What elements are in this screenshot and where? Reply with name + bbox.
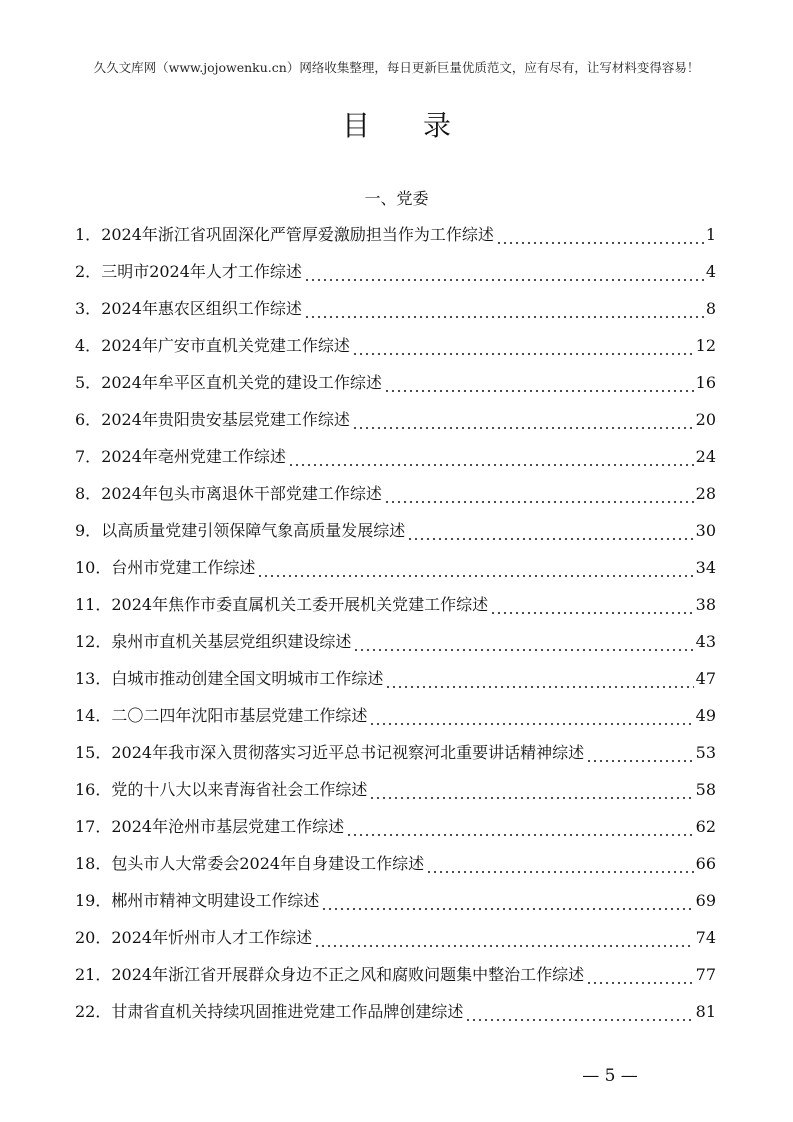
toc-entry-page: 28	[695, 484, 716, 503]
toc-entry-page: 30	[695, 521, 716, 540]
toc-entry[interactable]	[75, 295, 716, 332]
toc-entry[interactable]	[75, 369, 716, 406]
toc-entry-page: 24	[695, 447, 716, 466]
toc-entry-title: 2024年广安市直机关党建工作综述	[101, 336, 350, 355]
toc-entry[interactable]	[75, 258, 716, 295]
toc-entry-number: 10．	[75, 558, 112, 577]
toc-entry[interactable]	[75, 332, 716, 369]
toc-dot-leader	[314, 945, 694, 947]
toc-entry-page: 8	[705, 299, 716, 318]
toc-entry-page: 1	[705, 225, 716, 244]
toc-entry-number: 1．	[75, 225, 102, 244]
toc-entry-number: 8．	[75, 484, 102, 503]
toc-entry-title: 以高质量党建引领保障气象高质量发展综述	[101, 521, 406, 540]
toc-entry-number: 18．	[75, 854, 112, 873]
toc-entry-title: 2024年我市深入贯彻落实习近平总书记视察河北重要讲话精神综述	[111, 743, 585, 762]
toc-dot-leader	[384, 390, 694, 392]
toc-entry-number: 19．	[75, 891, 112, 910]
toc-dot-leader	[426, 871, 694, 873]
toc-entry-title: 2024年惠农区组织工作综述	[101, 299, 302, 318]
toc-entry-number: 6．	[75, 410, 102, 429]
toc-entry-title: 2024年包头市离退休干部党建工作综述	[101, 484, 382, 503]
toc-entry-title: 泉州市直机关基层党组织建设综述	[111, 632, 352, 651]
toc-entry-page: 74	[695, 928, 716, 947]
toc-entry-page: 49	[695, 706, 716, 725]
toc-entry-number: 15．	[75, 743, 112, 762]
toc-entry[interactable]	[75, 739, 716, 776]
toc-entry-title: 台州市党建工作综述	[111, 558, 256, 577]
toc-entry[interactable]	[75, 443, 716, 480]
toc-entry-number: 17．	[75, 817, 112, 836]
toc-entry[interactable]	[75, 480, 716, 517]
toc-entry-title: 党的十八大以来青海省社会工作综述	[111, 780, 368, 799]
toc-dot-leader	[346, 834, 694, 836]
toc-dot-leader	[490, 612, 694, 614]
toc-entry-title: 包头市人大常委会2024年自身建设工作综述	[111, 854, 425, 873]
toc-entry-page: 43	[695, 632, 716, 651]
toc-entry-page: 38	[695, 595, 716, 614]
toc-entry-title: 2024年贵阳贵安基层党建工作综述	[101, 410, 350, 429]
section-heading: 一、党委	[364, 189, 429, 208]
toc-entry-number: 16．	[75, 780, 112, 799]
page-title: 目 录	[342, 109, 473, 142]
toc-entry-title: 2024年焦作市委直属机关工委开展机关党建工作综述	[111, 595, 489, 614]
toc-dot-leader	[352, 427, 694, 429]
toc-entry-page: 66	[695, 854, 716, 873]
toc-entry-page: 20	[695, 410, 716, 429]
toc-entry[interactable]	[75, 887, 716, 924]
toc-entry[interactable]	[75, 998, 716, 1035]
toc-entry-page: 12	[695, 336, 716, 355]
toc-entry-page: 16	[695, 373, 716, 392]
toc-entry-title: 2024年牟平区直机关党的建设工作综述	[101, 373, 382, 392]
toc-dot-leader	[407, 538, 693, 540]
toc-entry-page: 4	[705, 262, 716, 281]
toc-entry-page: 81	[695, 1002, 716, 1021]
table-of-contents	[75, 221, 716, 1035]
toc-entry[interactable]	[75, 517, 716, 554]
toc-entry-number: 7．	[75, 447, 102, 466]
toc-entry[interactable]	[75, 813, 716, 850]
toc-entry-number: 14．	[75, 706, 112, 725]
toc-dot-leader	[369, 797, 693, 799]
toc-dot-leader	[257, 575, 693, 577]
toc-entry-page: 53	[695, 743, 716, 762]
toc-dot-leader	[304, 316, 704, 318]
toc-entry-title: 2024年沧州市基层党建工作综述	[111, 817, 345, 836]
toc-entry-title: 二〇二四年沈阳市基层党建工作综述	[111, 706, 368, 725]
toc-entry-number: 2．	[75, 262, 102, 281]
toc-entry-number: 13．	[75, 669, 112, 688]
toc-entry-title: 三明市2024年人才工作综述	[101, 262, 302, 281]
toc-dot-leader	[385, 686, 693, 688]
toc-entry-page: 47	[695, 669, 716, 688]
toc-entry-title: 白城市推动创建全国文明城市工作综述	[111, 669, 384, 688]
toc-entry-number: 22．	[75, 1002, 112, 1021]
toc-entry[interactable]	[75, 961, 716, 998]
toc-entry[interactable]	[75, 406, 716, 443]
toc-dot-leader	[496, 242, 704, 244]
toc-entry-title: 2024年浙江省巩固深化严管厚爱激励担当作为工作综述	[101, 225, 494, 244]
toc-entry[interactable]	[75, 702, 716, 739]
toc-entry[interactable]	[75, 850, 716, 887]
toc-entry[interactable]	[75, 628, 716, 665]
toc-entry-number: 12．	[75, 632, 112, 651]
toc-dot-leader	[369, 723, 693, 725]
toc-entry-number: 4．	[75, 336, 102, 355]
toc-entry[interactable]	[75, 776, 716, 813]
toc-entry-page: 58	[695, 780, 716, 799]
toc-entry-page: 34	[695, 558, 716, 577]
toc-entry-number: 9．	[75, 521, 102, 540]
toc-entry-number: 20．	[75, 928, 112, 947]
toc-entry-title: 郴州市精神文明建设工作综述	[111, 891, 320, 910]
toc-dot-leader	[321, 908, 693, 910]
toc-dot-leader	[586, 982, 694, 984]
toc-dot-leader	[304, 279, 704, 281]
toc-dot-leader	[353, 649, 693, 651]
toc-entry-page: 62	[695, 817, 716, 836]
toc-entry-page: 77	[695, 965, 716, 984]
toc-entry-number: 5．	[75, 373, 102, 392]
page-number-footer: — 5 —	[582, 1066, 638, 1086]
toc-entry-title: 甘肃省直机关持续巩固推进党建工作品牌创建综述	[111, 1002, 464, 1021]
toc-entry-title: 2024年浙江省开展群众身边不正之风和腐败问题集中整治工作综述	[111, 965, 585, 984]
toc-entry-number: 21．	[75, 965, 112, 984]
toc-entry[interactable]	[75, 221, 716, 258]
toc-entry[interactable]	[75, 591, 716, 628]
toc-entry[interactable]	[75, 554, 716, 591]
toc-entry-page: 69	[695, 891, 716, 910]
toc-dot-leader	[384, 501, 694, 503]
toc-entry-title: 2024年忻州市人才工作综述	[111, 928, 313, 947]
toc-entry[interactable]	[75, 924, 716, 961]
toc-dot-leader	[288, 464, 694, 466]
toc-entry-number: 11．	[75, 595, 112, 614]
toc-entry-title: 2024年亳州党建工作综述	[101, 447, 286, 466]
toc-dot-leader	[352, 353, 694, 355]
toc-entry-number: 3．	[75, 299, 102, 318]
header-note: 久久文库网（www.jojowenku.cn）网络收集整理，每日更新巨量优质范文，应有尽有，让写材料变得容易！	[93, 60, 700, 75]
toc-dot-leader	[586, 760, 694, 762]
toc-entry[interactable]	[75, 665, 716, 702]
toc-dot-leader	[465, 1019, 693, 1021]
